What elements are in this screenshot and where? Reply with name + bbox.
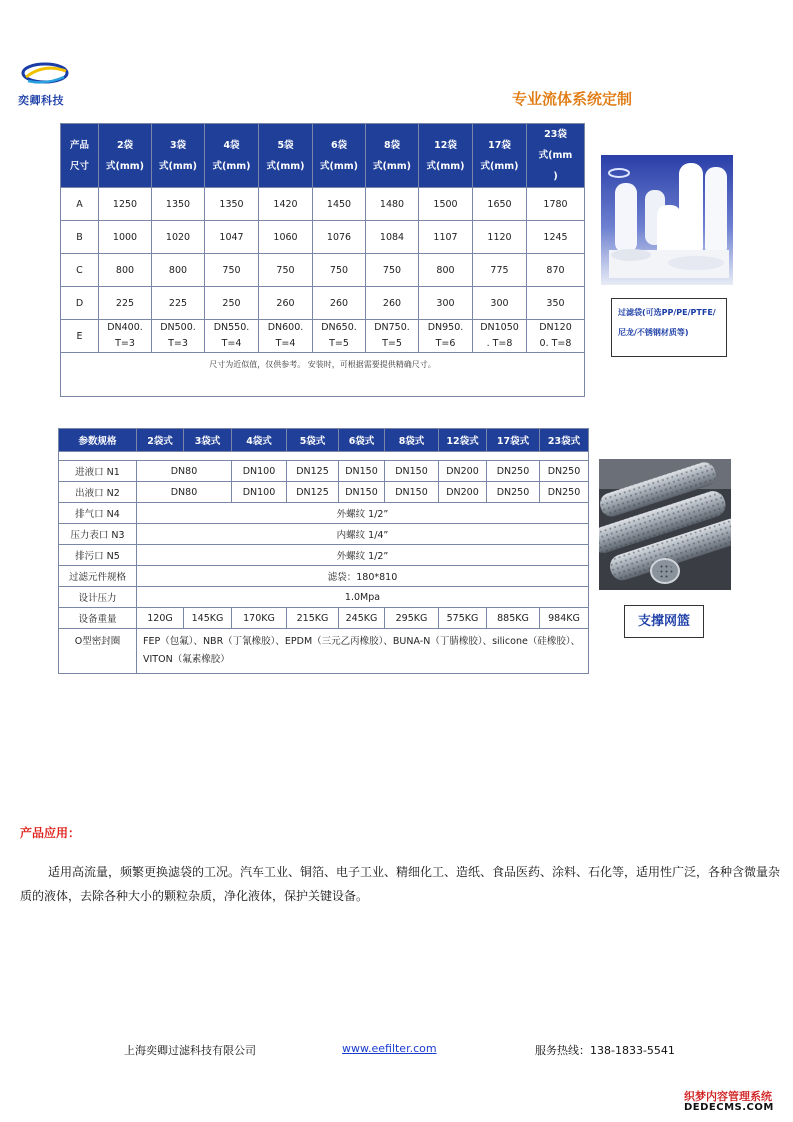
table-note: 尺寸为近似值，仅供参考。 安装时，可根据需要提供精确尺寸。 (61, 353, 585, 397)
table-row (61, 221, 585, 254)
filter-bags-photo (601, 155, 733, 285)
table-cell: DN150 (385, 482, 439, 503)
logo-text: 奕卿科技 (18, 94, 64, 107)
table-row (59, 503, 589, 524)
table-row (61, 353, 585, 397)
header-line: 6袋 (330, 139, 348, 151)
table-cell: 外螺纹 1/2” (137, 503, 589, 524)
table-cell: DN150 (339, 461, 385, 482)
cell-line: T=5 (382, 338, 402, 349)
cell-line: T=5 (329, 338, 349, 349)
cell-line: T=3 (168, 338, 188, 349)
table-row (59, 461, 589, 482)
table-cell: 1076 (313, 221, 366, 254)
table-cell: 145KG (184, 608, 232, 629)
table-cell: 300 (419, 287, 473, 320)
table-row (59, 608, 589, 629)
table-cell: 滤袋：180*810 (137, 566, 589, 587)
header-line: 产品 (69, 139, 89, 151)
caption-line: 过滤袋(可选PP/PE/PTFE/ (618, 308, 716, 317)
table-row (61, 188, 585, 221)
header-line: 式(mm) (212, 160, 251, 172)
column-header: 6袋式 (339, 429, 385, 452)
footer-phone: 服务热线：138-1833-5541 (535, 1044, 675, 1057)
header-line: 式(mm) (426, 160, 465, 172)
table-cell: 1250 (99, 188, 152, 221)
table-cell: 300 (473, 287, 527, 320)
table-cell: 225 (99, 287, 152, 320)
table-cell: 1245 (527, 221, 585, 254)
table-cell (527, 320, 585, 353)
column-header: 8袋式 (385, 429, 439, 452)
header-line: 式(mm) (159, 160, 197, 172)
table-row (59, 629, 589, 674)
cell-line: T=3 (115, 338, 135, 349)
table-cell: 1000 (99, 221, 152, 254)
table-cell: 295KG (385, 608, 439, 629)
column-header (473, 124, 527, 188)
column-header (259, 124, 313, 188)
column-header: 23袋式 (540, 429, 589, 452)
table-cell: 1350 (205, 188, 259, 221)
column-header (527, 124, 585, 188)
column-header: 5袋式 (287, 429, 339, 452)
cell-line: DN120 (539, 322, 572, 333)
header-line: 式(mm) (266, 160, 305, 172)
table-row (61, 320, 585, 353)
header-line: 式(mm (538, 150, 573, 161)
table-cell (473, 320, 527, 353)
cell-line: DN750. (374, 322, 410, 333)
table-cell: 800 (99, 254, 152, 287)
cell-line: DN950. (427, 322, 464, 333)
header-line: 23袋 (544, 129, 567, 140)
header-line: 式(mm) (106, 160, 144, 172)
table-cell: DN250 (540, 461, 589, 482)
application-title: 产品应用： (20, 826, 81, 840)
table-cell: DN250 (487, 461, 540, 482)
header-line: ) (553, 171, 558, 182)
header-line: 尺寸 (69, 160, 89, 172)
tagline: 专业流体系统定制 (512, 90, 633, 108)
column-header: 2袋式 (137, 429, 184, 452)
cell-line: DN650. (321, 322, 357, 333)
column-header (99, 124, 152, 188)
table-cell: 885KG (487, 608, 540, 629)
table-cell: DN80 (137, 482, 232, 503)
row-label: 压力表口 N3 (59, 524, 137, 545)
cell-line: T=4 (221, 338, 242, 349)
table-cell: 870 (527, 254, 585, 287)
cell-line: DN550. (213, 322, 250, 333)
row-label: O型密封圈 (59, 629, 137, 674)
table-cell: 250 (205, 287, 259, 320)
column-header: 17袋式 (487, 429, 540, 452)
table-cell (152, 320, 205, 353)
table-cell: FEP（包氟）、NBR（丁氰橡胶）、EPDM（三元乙丙橡胶）、BUNA-N（丁腈橡胶）、silicone（硅橡胶）、VITON（氟素橡胶） (137, 629, 589, 674)
table-cell: 215KG (287, 608, 339, 629)
table-cell: 1420 (259, 188, 313, 221)
row-label: D (61, 287, 99, 320)
cell-line: DN500. (160, 322, 196, 333)
table-cell: 外螺纹 1/2” (137, 545, 589, 566)
column-header (366, 124, 419, 188)
table-cell: DN100 (232, 482, 287, 503)
table-cell: 1500 (419, 188, 473, 221)
table-cell (205, 320, 259, 353)
table-cell: 内螺纹 1/4” (137, 524, 589, 545)
table-cell: 170KG (232, 608, 287, 629)
table-cell: DN80 (137, 461, 232, 482)
corner-header (61, 124, 99, 188)
table-cell: DN150 (385, 461, 439, 482)
cell-line: DN1050 (480, 322, 519, 333)
table-cell: DN200 (439, 482, 487, 503)
table-row (61, 254, 585, 287)
table-cell: 1107 (419, 221, 473, 254)
table-cell: DN125 (287, 461, 339, 482)
table-cell: 575KG (439, 608, 487, 629)
table-row (59, 524, 589, 545)
header-line: 式(mm) (480, 160, 519, 172)
row-label: 排气口 N4 (59, 503, 137, 524)
table-cell: DN250 (540, 482, 589, 503)
dimensions-table-header (61, 124, 585, 188)
table-cell: DN250 (487, 482, 540, 503)
cell-line: . T=8 (486, 338, 513, 349)
caption-line: 尼龙/不锈钢材质等) (618, 328, 689, 337)
table-row (59, 587, 589, 608)
header-line: 式(mm) (373, 160, 411, 172)
corner-header: 参数规格 (59, 429, 137, 452)
filter-bag-caption (611, 298, 727, 357)
cell-line: T=4 (275, 338, 296, 349)
row-label: A (61, 188, 99, 221)
row-label: E (61, 320, 99, 353)
footer-company: 上海奕卿过滤科技有限公司 (124, 1044, 256, 1057)
table-cell: 260 (259, 287, 313, 320)
row-label: 进液口 N1 (59, 461, 137, 482)
table-cell: 1020 (152, 221, 205, 254)
header-line: 3袋 (169, 139, 187, 151)
table-cell: 225 (152, 287, 205, 320)
row-label: C (61, 254, 99, 287)
header-line: 17袋 (488, 139, 511, 151)
table-cell: 120G (137, 608, 184, 629)
header-line: 12袋 (434, 139, 457, 151)
support-basket-caption: 支撑网篮 (624, 605, 704, 638)
table-cell: 984KG (540, 608, 589, 629)
table-cell: 750 (259, 254, 313, 287)
column-header: 4袋式 (232, 429, 287, 452)
table-cell: 1.0Mpa (137, 587, 589, 608)
row-label: B (61, 221, 99, 254)
support-basket-photo (599, 459, 731, 590)
row-label: 设备重量 (59, 608, 137, 629)
table-cell: 260 (313, 287, 366, 320)
column-header: 3袋式 (184, 429, 232, 452)
table-cell: 1120 (473, 221, 527, 254)
column-header (205, 124, 259, 188)
column-header (419, 124, 473, 188)
row-label: 排污口 N5 (59, 545, 137, 566)
table-cell: 775 (473, 254, 527, 287)
table-cell (366, 320, 419, 353)
header-line: 5袋 (277, 139, 294, 151)
footer-website-link[interactable]: www.eefilter.com (342, 1042, 437, 1055)
table-row (59, 566, 589, 587)
column-header (313, 124, 366, 188)
dimensions-table (60, 123, 585, 397)
parameters-table-header (59, 429, 589, 452)
table-cell: 1450 (313, 188, 366, 221)
header-line: 4袋 (223, 139, 240, 151)
table-cell: 800 (152, 254, 205, 287)
table-cell: 350 (527, 287, 585, 320)
table-cell: DN125 (287, 482, 339, 503)
table-cell: DN150 (339, 482, 385, 503)
cell-line: T=6 (435, 338, 456, 349)
table-row (59, 545, 589, 566)
table-cell: 260 (366, 287, 419, 320)
table-cell: 1780 (527, 188, 585, 221)
column-header (152, 124, 205, 188)
table-cell: 1060 (259, 221, 313, 254)
table-cell: 750 (366, 254, 419, 287)
table-cell: 245KG (339, 608, 385, 629)
table-row (59, 482, 589, 503)
header-line: 式(mm) (320, 160, 358, 172)
header-line: 8袋 (383, 139, 401, 151)
row-label: 设计压力 (59, 587, 137, 608)
table-cell (259, 320, 313, 353)
cell-line: 0. T=8 (539, 338, 572, 349)
table-cell: 1650 (473, 188, 527, 221)
table-cell: 750 (313, 254, 366, 287)
row-label: 过滤元件规格 (59, 566, 137, 587)
table-cell: 800 (419, 254, 473, 287)
table-cell: 750 (205, 254, 259, 287)
cell-line: DN400. (107, 322, 143, 333)
table-row (61, 287, 585, 320)
table-cell: 1350 (152, 188, 205, 221)
cell-line: DN600. (267, 322, 304, 333)
watermark-line1: 织梦内容管理系统 (684, 1090, 772, 1103)
row-label: 出液口 N2 (59, 482, 137, 503)
table-cell: 1084 (366, 221, 419, 254)
table-cell (419, 320, 473, 353)
table-cell: DN100 (232, 461, 287, 482)
parameters-table (58, 428, 589, 674)
table-cell (99, 320, 152, 353)
header-line: 2袋 (116, 139, 134, 151)
table-cell: DN200 (439, 461, 487, 482)
table-cell: 1047 (205, 221, 259, 254)
table-cell: 1480 (366, 188, 419, 221)
column-header: 12袋式 (439, 429, 487, 452)
table-cell (313, 320, 366, 353)
watermark-line2: DEDECMS.COM (684, 1102, 774, 1113)
application-body: 适用高流量，频繁更换滤袋的工况。汽车工业、铜箔、电子工业、精细化工、造纸、食品医药、涂料、石化等，适用性广泛，各种含微量杂质的液体，去除各种大小的颗粒杂质，净化液体，保护关键设备。 (20, 865, 781, 903)
